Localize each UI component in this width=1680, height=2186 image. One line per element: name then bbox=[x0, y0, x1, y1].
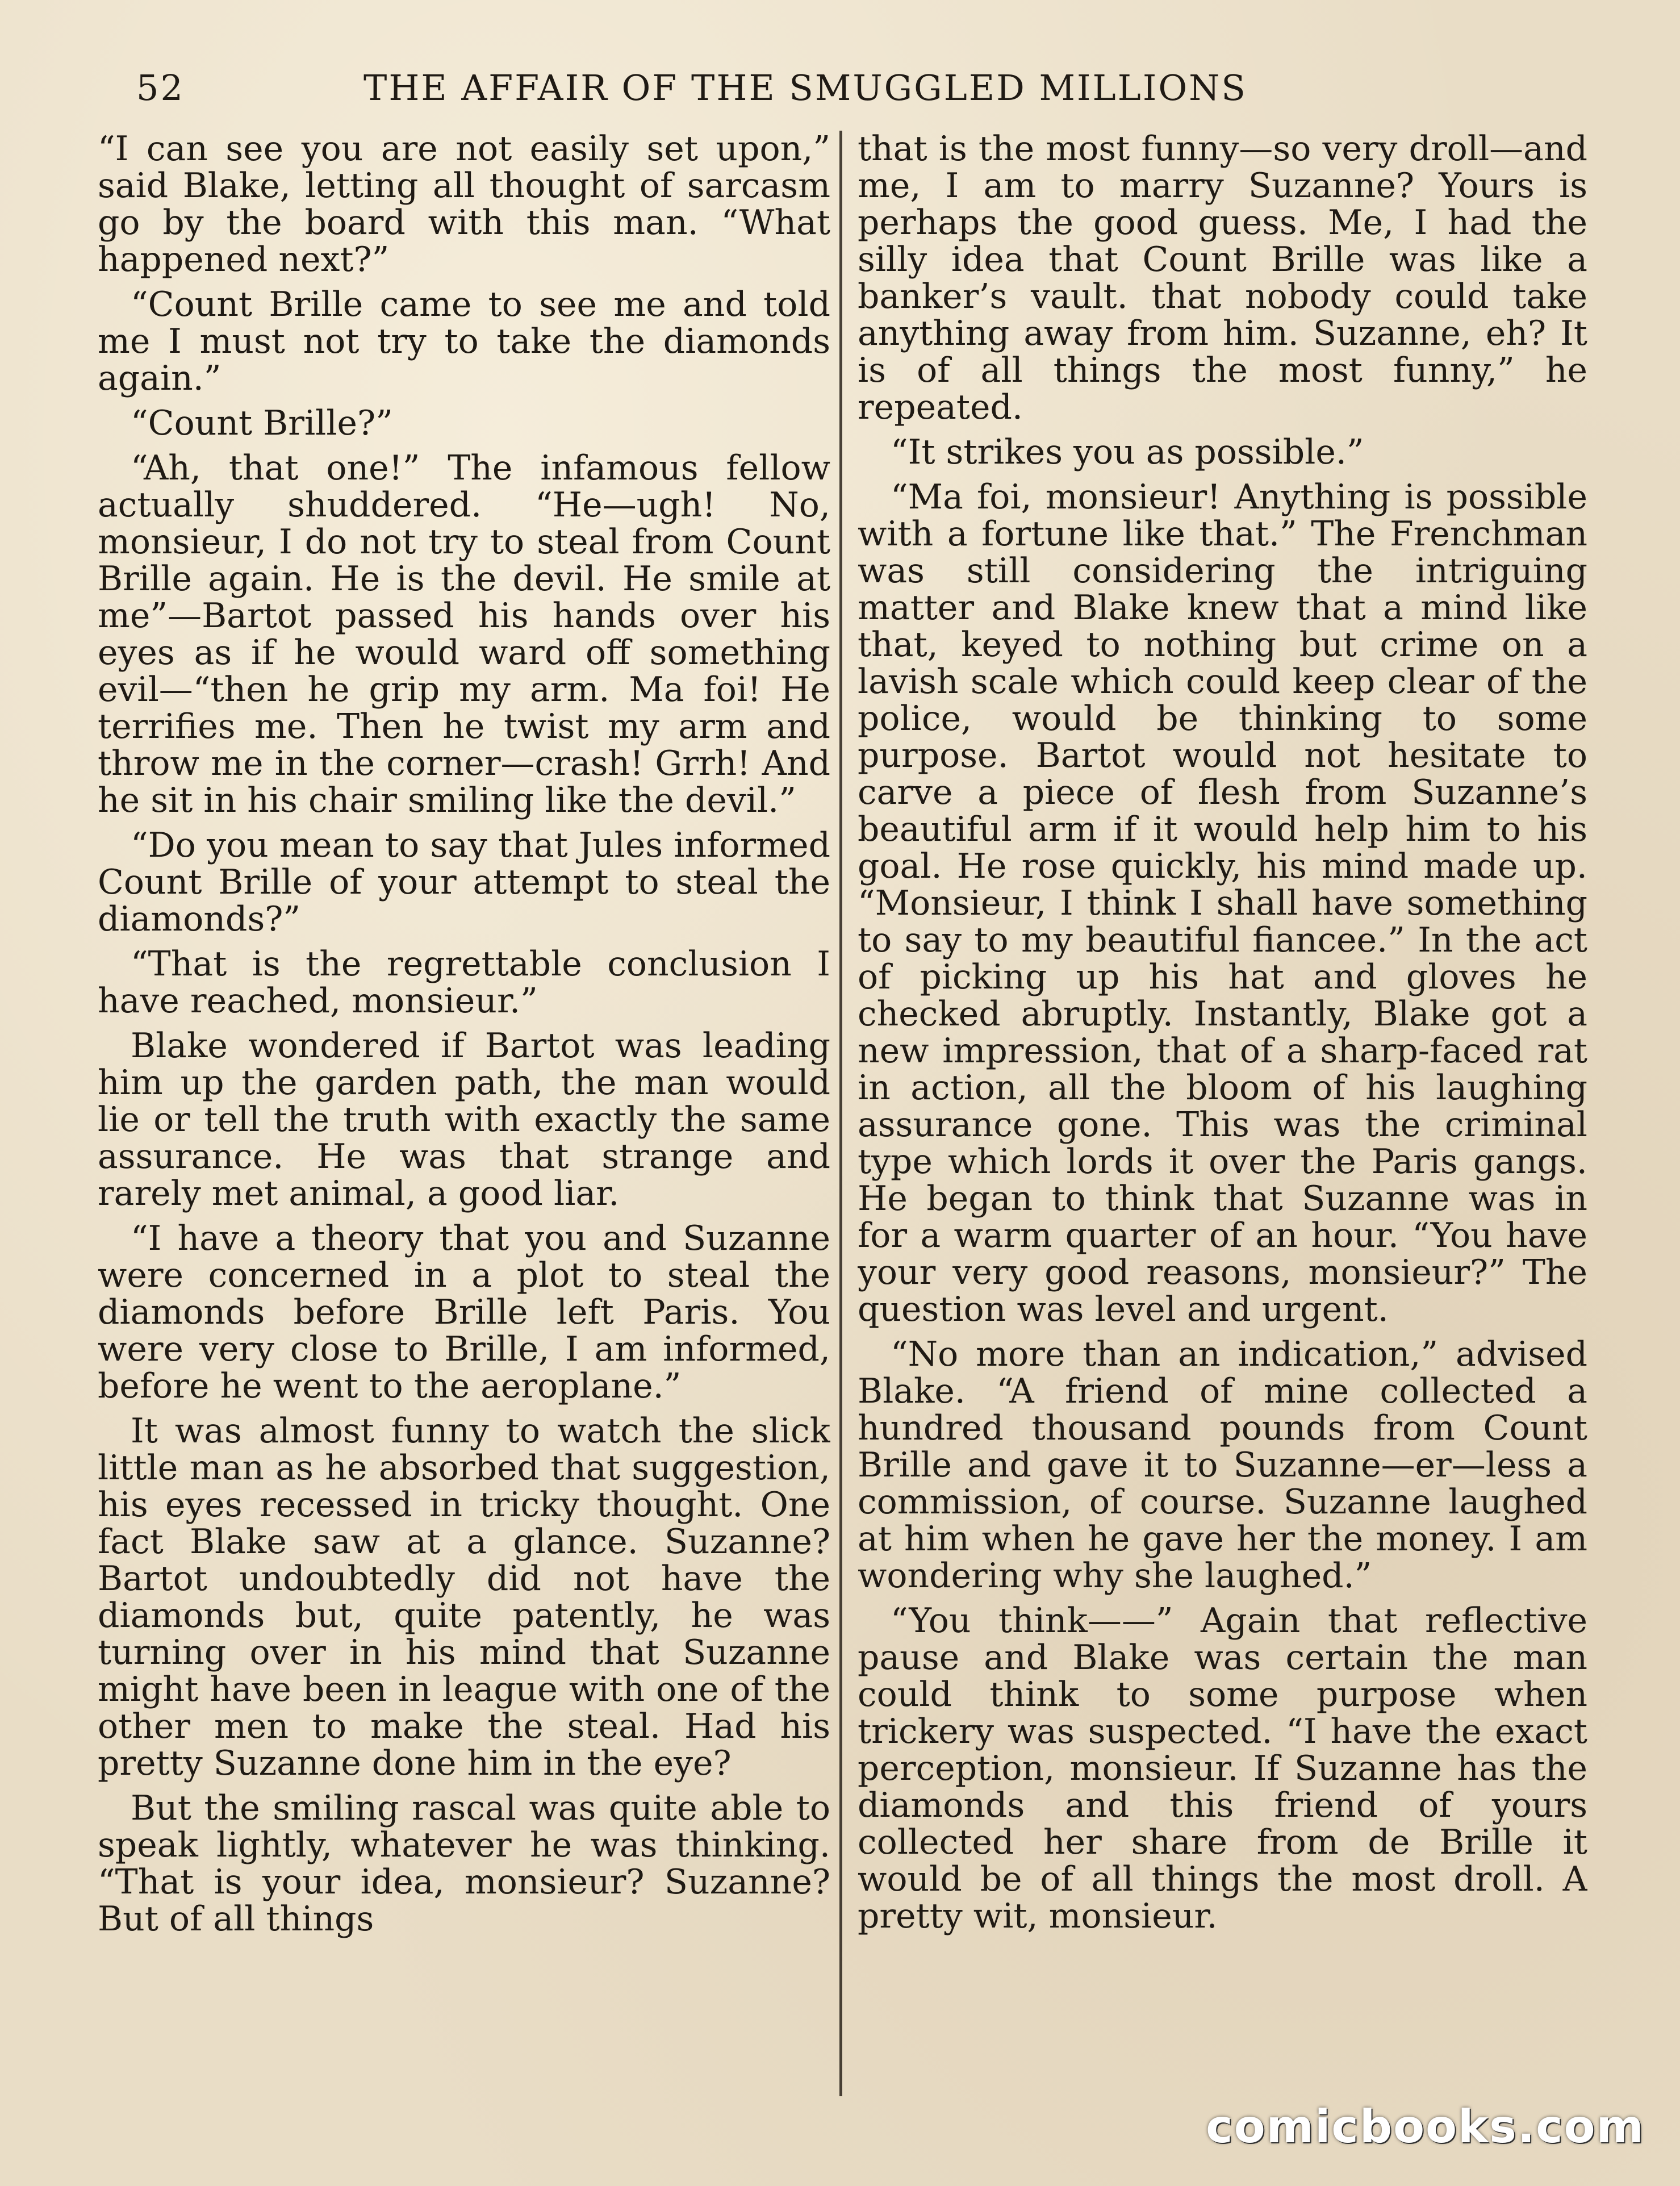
paragraph: It was almost funny to watch the slick little man as he absorbed that suggestion, his eyes recessed in tricky thought. One fact Blake saw at a glance. Suzanne? Bartot undoubtedly did not have the diamonds but, quite patently, he was turning over in his mind that Suzanne might have been in league with one of the other men to make the steal. Had his pretty Suzanne done him in the eye? bbox=[98, 1411, 830, 1783]
paragraph: “Do you mean to say that Jules informed Count Brille of your attempt to steal the diamonds?” bbox=[98, 825, 830, 939]
paragraph: that is the most funny—so very droll—and me, I am to marry Suzanne? Yours is perhaps the good guess. Me, I had the silly idea that Count Brille was like a banker’s vault. that nobody could take anything away from him. Suzanne, eh? It is of all things the most funny,” he repeated. bbox=[858, 131, 1587, 427]
paragraph: “I can see you are not easily set upon,” said Blake, letting all thought of sarcasm go by the board with this man. “What happened next?” bbox=[98, 131, 830, 279]
left-column bbox=[98, 131, 830, 2096]
paragraph: Blake wondered if Bartot was leading him up the garden path, the man would lie or tell the truth with exactly the same assurance. He was that strange and rarely met animal, a good liar. bbox=[98, 1026, 830, 1213]
paragraph: “Count Brille came to see me and told me I must not try to take the diamonds again.” bbox=[98, 285, 830, 398]
watermark-logo: comicbooks.com bbox=[1206, 2100, 1645, 2153]
column-divider bbox=[839, 131, 842, 2096]
page-number: 52 bbox=[136, 67, 185, 109]
paragraph: “That is the regrettable conclusion I have reached, monsieur.” bbox=[98, 944, 830, 1021]
page-header bbox=[136, 67, 1329, 118]
paragraph: But the smiling rascal was quite able to speak lightly, whatever he was thinking. “That is your idea, monsieur? Suzanne? But of all things bbox=[98, 1788, 830, 1939]
running-title: THE AFFAIR OF THE SMUGGLED MILLIONS bbox=[363, 67, 1247, 109]
paragraph: “Ah, that one!” The infamous fellow actually shuddered. “He—ugh! No, monsieur, I do not try to steal from Count Brille again. He is the devil. He smile at me”—Bartot passed his hands over his eyes as if he would ward off something evil—“then he grip my arm. Ma foi! He terrifies me. Then he twist my arm and throw me in the corner—crash! Grrh! And he sit in his chair smiling like the devil.” bbox=[98, 448, 830, 820]
paragraph: “It strikes you as possible.” bbox=[891, 432, 1364, 472]
paragraph: “I have a theory that you and Suzanne were concerned in a plot to steal the diamonds before Brille left Paris. You were very close to Brille, I am informed, before he went to the aeroplane.” bbox=[98, 1219, 830, 1406]
paragraph: “Ma foi, monsieur! Anything is possible with a fortune like that.” The Frenchman was still considering the intriguing matter and Blake knew that a mind like that, keyed to nothing but crime on a lavish scale which could keep clear of the police, would be thinking to some purpose. Bartot would not hesitate to carve a piece of flesh from Suzanne’s beautiful arm if it would help him to his goal. He rose quickly, his mind made up. “Monsieur, I think I shall have something to say to my beautiful fiancee.” In the act of picking up his hat and gloves he checked abruptly. Instantly, Blake got a new impression, that of a sharp-faced rat in action, all the bloom of his laughing assurance gone. This was the criminal type which lords it over the Paris gangs. He began to think that Suzanne was in for a warm quarter of an hour. “You have your very good reasons, monsieur?” The question was level and urgent. bbox=[858, 477, 1587, 1329]
paragraph: “You think——” Again that reflective pause and Blake was certain the man could think to some purpose when trickery was suspected. “I have the exact perception, monsieur. If Suzanne has the diamonds and this friend of yours collected her share from de Brille it would be of all things the most droll. A pretty wit, monsieur. bbox=[858, 1601, 1587, 1936]
right-column bbox=[858, 131, 1587, 2096]
paragraph: “Count Brille?” bbox=[131, 403, 393, 443]
paragraph: “No more than an indication,” advised Blake. “A friend of mine collected a hundred thousand pounds from Count Brille and gave it to Suzanne—er—less a commission, of course. Suzanne laughed at him when he gave her the money. I am wondering why she laughed.” bbox=[858, 1334, 1587, 1596]
